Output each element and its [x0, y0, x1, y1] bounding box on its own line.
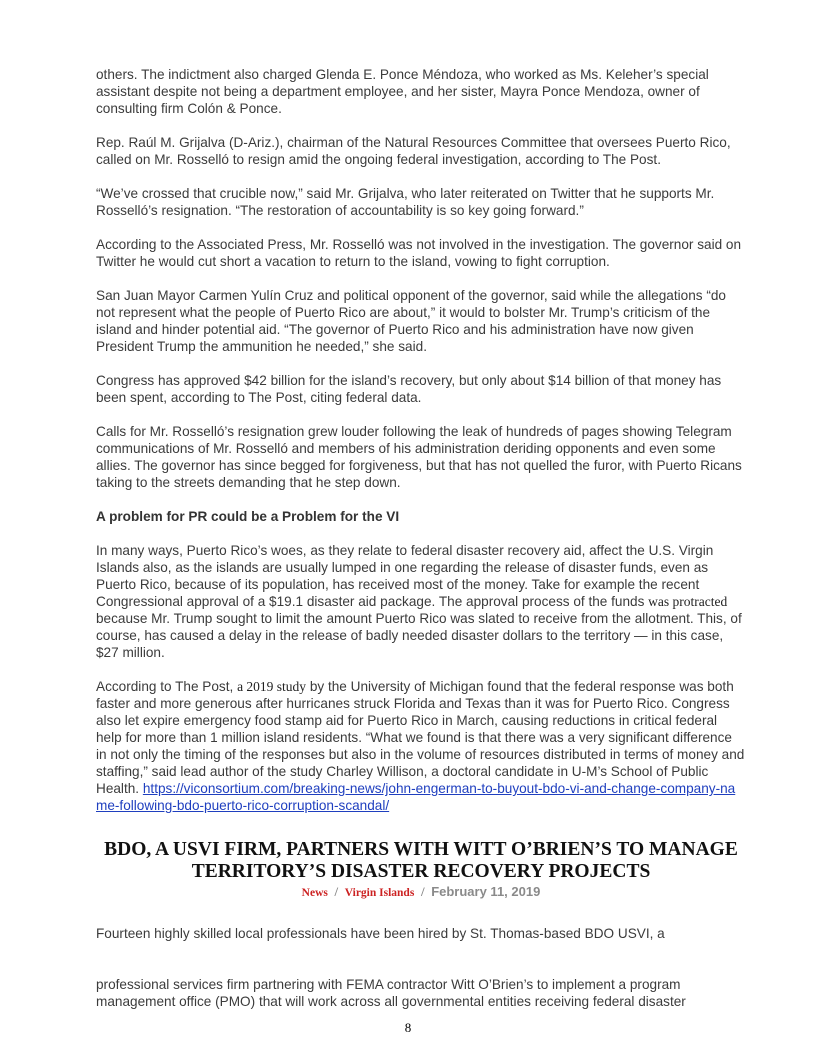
category-news-link[interactable]: News	[301, 887, 328, 899]
paragraph-indictment: others. The indictment also charged Glenda E. Ponce Méndoza, who worked as Ms. Keleher’s special assistant despite not being a department employee, and her sister, Mayra Ponce Mendoza, owner of consulting firm Colón & Ponce.	[96, 67, 709, 116]
article-link[interactable]: https://viconsortium.com/breaking-news/john-engerman-to-buyout-bdo-vi-and-change-company-name-following-bdo-puerto-rico-corruption-scandal/	[96, 781, 736, 813]
text-segment: because Mr. Trump sought to limit the amount Puerto Rico was slated to receive from the allotment. This, of course, has caused a delay in the release of badly needed disaster dollars to the territory — in this case, $27 million.	[96, 611, 742, 660]
category-virgin-islands-link[interactable]: Virgin Islands	[344, 887, 415, 899]
text-segment: According to The Post,	[96, 679, 238, 694]
paragraph-san-juan-mayor: San Juan Mayor Carmen Yulín Cruz and political opponent of the governor, said while the allegations “do not represent what the people of Puerto Rico are about,” it would to bolster Mr. Trump’s criticism of the island and hinder potential aid. “The governor of Puerto Rico and his administration have now given President Trump the ammunition he needed,” she said.	[96, 288, 726, 354]
article-headline: BDO, A USVI FIRM, PARTNERS WITH WITT O’BRIEN’S TO MANAGE TERRITORY’S DISASTER RECOVERY PROJECTS	[104, 839, 738, 882]
paragraph-virgin-islands-impact	[96, 542, 746, 661]
section-subheading: A problem for PR could be a Problem for the VI	[96, 509, 400, 524]
paragraph-michigan-study	[96, 678, 746, 814]
paragraph-quote: “We’ve crossed that crucible now,” said Mr. Grijalva, who later reiterated on Twitter that he supports Mr. Rosselló’s resignation. “The restoration of accountability is so key going forward.”	[96, 186, 715, 218]
page-number: 8	[404, 1020, 412, 1035]
paragraph-associated-press: According to the Associated Press, Mr. Rosselló was not involved in the investigation. The governor said on Twitter he would cut short a vacation to return to the island, vowing to fight corruption.	[96, 237, 742, 269]
meta-separator: /	[334, 884, 339, 899]
meta-separator: /	[420, 884, 425, 899]
text-segment-serif: was protracted	[648, 594, 728, 609]
article-meta	[96, 884, 746, 901]
article-date: February 11, 2019	[431, 884, 541, 899]
text-segment: In many ways, Puerto Rico’s woes, as they relate to federal disaster recovery aid, affect the U.S. Virgin Islands also, as the islands are usually lumped in one regarding the release of disaster funds, even as Puerto Rico, because of its population, has received most of the money. Take for example the recent Congressional approval of a $19.1 disaster aid package. The approval process of the funds	[96, 543, 714, 609]
text-segment-serif: a 2019 study	[237, 679, 307, 694]
paragraph-congress-funding: Congress has approved $42 billion for the island’s recovery, but only about $14 billion of that money has been spent, according to The Post, citing federal data.	[96, 373, 722, 405]
article-paragraph-intro: Fourteen highly skilled local professionals have been hired by St. Thomas-based BDO USVI, a	[96, 926, 665, 941]
paragraph-resignation-calls: Calls for Mr. Rosselló’s resignation grew louder following the leak of hundreds of pages showing Telegram communications of Mr. Rosselló and members of his administration deriding opponents and even some allies. The governor has since begged for forgiveness, but that has not quelled the furor, with Puerto Ricans taking to the streets demanding that he step down.	[96, 424, 742, 490]
paragraph-grijalva: Rep. Raúl M. Grijalva (D-Ariz.), chairman of the Natural Resources Committee that oversees Puerto Rico, called on Mr. Rosselló to resign amid the ongoing federal investigation, according to The Post.	[96, 135, 731, 167]
article-paragraph-continued: professional services firm partnering with FEMA contractor Witt O’Brien’s to implement a program management office (PMO) that will work across all governmental entities receiving federal disaster	[96, 977, 686, 1009]
document-page	[96, 66, 746, 1027]
paragraph-gap	[96, 942, 746, 976]
text-segment: by the University of Michigan found that the federal response was both faster and more generous after hurricanes struck Florida and Texas than it was for Puerto Rico. Congress also let expire emergency food stamp aid for Puerto Rico in March, causing reductions in critical federal help for more than 1 million island residents. “What we found is that there was a very significant difference in not only the timing of the responses but also in the volume of resources distributed in terms of money and staffing,” said lead author of the study Charley Willison, a doctoral candidate in U-M’s School of Public Health.	[96, 679, 745, 796]
